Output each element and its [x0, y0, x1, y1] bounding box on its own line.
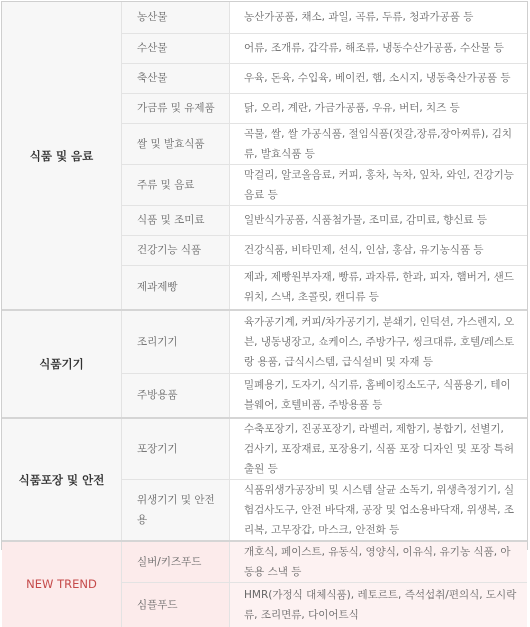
item-description: 농산가공품, 채소, 과일, 곡류, 두류, 청과가공품 등	[230, 2, 528, 33]
item-description: 제과, 제빵원부자재, 빵류, 과자류, 한과, 피자, 햄버거, 샌드위치, 스낵, 초콜릿, 캔디류 등	[230, 265, 528, 310]
item-description: 밀폐용기, 도자기, 식기류, 홈베이킹소도구, 식품용기, 테이블웨어, 호텔비품, 주방용품 등	[230, 373, 528, 418]
category-table-frame	[1, 1, 528, 621]
item-description: 육가공기계, 커피/차가공기기, 분쇄기, 인덕션, 가스렌지, 오븐, 냉동냉장고, 쇼케이스, 주방가구, 씽크대류, 호텔/레스토랑 용품, 급식시스템, 급식설비 및 자재 등	[230, 310, 528, 373]
table-row	[2, 310, 527, 373]
subcategory-label: 가금류 및 유제품	[122, 93, 230, 123]
subcategory-label: 쌀 및 발효식품	[122, 123, 230, 164]
item-description: 수축포장기, 진공포장기, 라벨러, 제함기, 봉합기, 선별기, 검사기, 포장재료, 포장용기, 식품 포장 디자인 및 포장 특허출원 등	[230, 418, 528, 480]
subcategory-label: 주류 및 음료	[122, 164, 230, 205]
table-row	[2, 541, 527, 583]
item-description: 어류, 조개류, 갑각류, 해조류, 냉동수산가공품, 수산물 등	[230, 33, 528, 63]
subcategory-label: 농산물	[122, 2, 230, 33]
category-packaging-safety: 식품포장 및 안전	[2, 418, 122, 541]
subcategory-label: 실버/키즈푸드	[122, 541, 230, 583]
category-food-beverage: 식품 및 음료	[2, 2, 122, 310]
subcategory-label: 주방용품	[122, 373, 230, 418]
item-description: 우육, 돈육, 수입육, 베이컨, 햄, 소시지, 냉동축산가공품 등	[230, 63, 528, 93]
subcategory-label: 제과제빵	[122, 265, 230, 310]
table-row	[2, 418, 527, 480]
item-description: 막걸리, 알코올음료, 커피, 홍차, 녹차, 잎차, 와인, 건강기능 음료 등	[230, 164, 528, 205]
subcategory-label: 포장기기	[122, 418, 230, 480]
subcategory-label: 위생기기 및 안전용	[122, 480, 230, 542]
subcategory-label: 수산물	[122, 33, 230, 63]
item-description: 식품위생가공장비 및 시스템 살균 소독기, 위생측정기기, 실험검사도구, 안전 바닥재, 공장 및 업소용바닥재, 위생복, 조리복, 고무장갑, 마스크, 안전화 등	[230, 480, 528, 542]
category-table	[2, 2, 527, 627]
item-description: 곡물, 쌀, 쌀 가공식품, 절임식품(젓갈,장류,장아찌류), 김치류, 발효식품 등	[230, 123, 528, 164]
subcategory-label: 축산물	[122, 63, 230, 93]
category-new-trend: NEW TREND	[2, 541, 122, 627]
category-food-equipment: 식품기기	[2, 310, 122, 418]
item-description: HMR(가정식 대체식품), 레토르트, 즉석섭취/편의식, 도시락류, 조리면류, 다이어트식	[230, 583, 528, 627]
item-description: 개호식, 페이스트, 유동식, 영양식, 이유식, 유기농 식품, 아동용 스낵 등	[230, 541, 528, 583]
table-row	[2, 2, 527, 33]
item-description: 닭, 오리, 계란, 가금가공품, 우유, 버터, 치즈 등	[230, 93, 528, 123]
item-description: 일반식가공품, 식품첨가물, 조미료, 감미료, 향신료 등	[230, 205, 528, 235]
subcategory-label: 조리기기	[122, 310, 230, 373]
subcategory-label: 식품 및 조미료	[122, 205, 230, 235]
item-description: 건강식품, 비타민제, 선식, 인삼, 홍삼, 유기농식품 등	[230, 235, 528, 265]
subcategory-label: 심플푸드	[122, 583, 230, 627]
subcategory-label: 건강기능 식품	[122, 235, 230, 265]
